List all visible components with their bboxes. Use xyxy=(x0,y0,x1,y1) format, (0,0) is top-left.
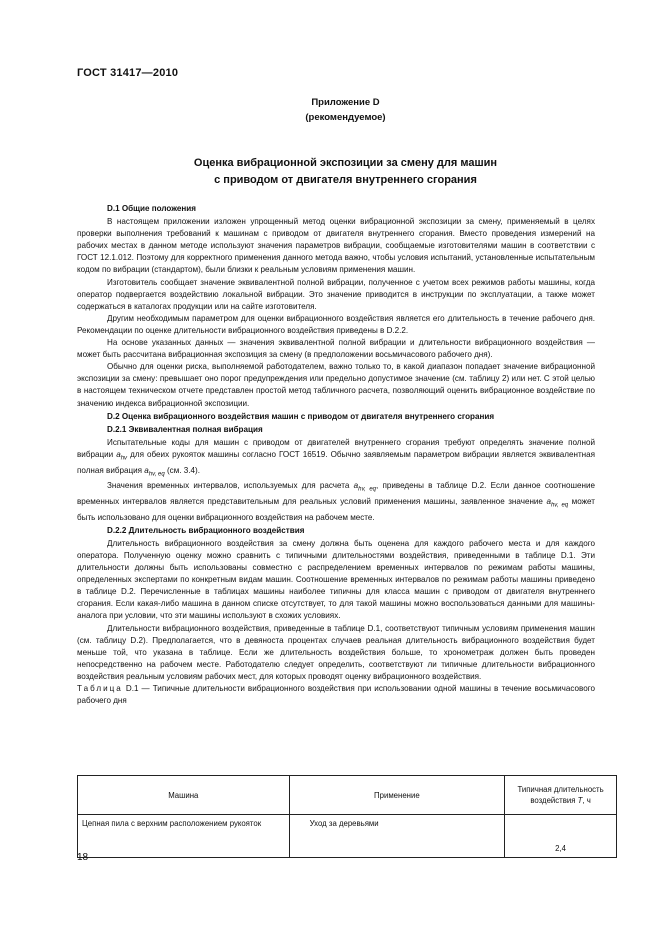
paragraph: На основе указанных данных — значения эквивалентной полной вибрации и длительности вибрационного воздействия — может быть рассчитана вибрационная экспозиция за смену (в предположении восьмичасового рабочего дня). xyxy=(77,338,595,360)
table-row xyxy=(78,815,617,858)
header-duration: Типичная длительность воздействия T, ч xyxy=(505,776,617,815)
paragraph: Длительности вибрационного воздействия, приведенные в таблице D.1, соответствуют типичным условиям применения машин (см. таблицу D.2). Предполагается, что в девяноста процентах случаев реальная длительность вибрационного воздействия будет меньше той, что указана в таблице. Если же длительность воздействия больше, то хронометраж должен быть проведен непосредственно на рабочем месте. Работодателю следует определить, соответствуют ли типичные длительности вибрационного воздействия реальным условиям рабочих мест, для которых проводят оценку вибрационного воздействия. xyxy=(77,623,595,681)
cell-application: Уход за деревьями xyxy=(289,815,505,858)
title-line-1: Оценка вибрационной экспозиции за смену для машин xyxy=(193,157,498,169)
cell-machine: Цепная пила с верхним расположением рукояток xyxy=(78,815,290,858)
paragraph: Обычно для оценки риска, выполняемой работодателем, важно только то, в какой диапазон попадает значение вибрационной экспозиции за смену: превышает оно порог предупреждения или предельно допустимое значение (см. таблицу 2) или нет. С этой целью в настоящем техническом отчете представлен простой метод табличного расчета, позволяющий оценить вибрационное воздействие по значению индекса вибрационной экспозиции. xyxy=(77,362,595,408)
section-d1-heading: D.1 Общие положения xyxy=(107,204,196,213)
table-caption: Таблица D.1 — Типичные длительности вибрационного воздействия при использовании одной машины в течение восьмичасового рабочего дня xyxy=(77,684,596,706)
paragraph: Изготовитель сообщает значение эквивалентной полной вибрации, полученное с учетом всех режимов работы машины, когда оператор подвергается воздействию локальной вибрации. Это значение приводится в инструкции по эксплуатации, а также может содержаться в каталогах продукции или на сайте изготовителя. xyxy=(77,277,595,311)
standard-header: ГОСТ 31417—2010 xyxy=(77,67,179,79)
paragraph: Значения временных интервалов, используемых для расчета $a_{hv, eq}$, приведены в таблице D.2. Если данное соотношение временных интервалов является представительным для реальных условий применения машины, заявленное значение $a_{hv, eq}$ может быть использовано для оценки вибрационного воздействия на рабочем месте. xyxy=(77,481,596,522)
header-application: Применение xyxy=(289,776,505,815)
appendix-title xyxy=(0,155,661,189)
title-line-2: с приводом от двигателя внутреннего сгорания xyxy=(214,174,477,186)
section-d22-heading: D.2.2 Длительность вибрационного воздействия xyxy=(107,525,305,535)
paragraph: Испытательные коды для машин с приводом от двигателей внутреннего сгорания требуют определять значение полной вибрации $a_{hv}$ для обеих рукояток машины согласно ГОСТ 16519. Обычно заявляемым параметром вибрации является эквивалентная полная вибрация $a_{hv, eq}$ (см. 3.4). xyxy=(77,437,596,478)
document-body xyxy=(77,202,595,707)
cell-duration: 2,4 xyxy=(505,815,617,858)
appendix-label: Приложение D xyxy=(311,97,380,108)
section-d21-heading: D.2.1 Эквивалентная полная вибрация xyxy=(107,424,263,434)
appendix-status: (рекомендуемое) xyxy=(305,112,386,123)
paragraph: В настоящем приложении изложен упрощенный метод оценки вибрационной экспозиции за смену, применяемый в целях проверки выполнения требований к машинам с приводом от двигателя внутреннего сгорания. Вместо проведения измерений на рабочих местах в данном методе используют значения параметров вибрации, сообщаемые изготовителями машин в соответствии с ГОСТ 12.1.012. Поэтому для корректного применения данного метода важно, чтобы условия испытаний, установленные испытательным кодом по вибрации (стандартом), были близки к реальным условиям применения машин. xyxy=(77,217,595,275)
page-number: 18 xyxy=(77,852,89,863)
appendix-label-block xyxy=(0,95,661,125)
paragraph: Длительность вибрационного воздействия за смену должна быть оценена для каждого рабочего места и для каждого оператора. Полученную оценку можно сравнить с типичными длительностями воздействия, приведенными в таблице D.1. Эти длительности должны быть использованы совместно с распределением временных интервалов по режимам работы машины, определенных экспертами по конкретным видам машин. Соотношение временных интервалов по режимам работы машины приведено в таблице D.2. Перечисленные в таблицах машины наиболее типичны для класса машин с приводом от двигателя внутреннего сгорания. Если какая-либо машина в данном списке отсутствует, то для такой машины можно воспользоваться данными для машины-аналога при условии, что эти машины используют в схожих условиях. xyxy=(77,538,595,621)
table-d1 xyxy=(77,775,617,858)
header-machine: Машина xyxy=(78,776,290,815)
table-header-row xyxy=(78,776,617,815)
paragraph: Другим необходимым параметром для оценки вибрационного воздействия является его длительность в течение рабочего дня. Рекомендации по оценке длительности вибрационного воздействия приведены в D.2.2. xyxy=(77,313,595,335)
section-d2-heading: D.2 Оценка вибрационного воздействия машин с приводом от двигателя внутреннего сгорания xyxy=(107,411,495,421)
